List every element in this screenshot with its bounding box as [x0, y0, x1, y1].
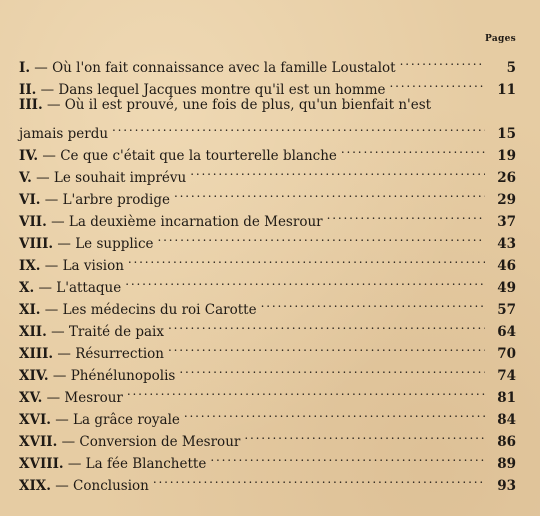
chapter-number: XIII. — [19, 346, 54, 362]
dot-leader — [158, 226, 485, 248]
toc-entry-title — [19, 167, 186, 189]
chapter-title: — Phénélunopolis — [48, 368, 176, 384]
page-number: 43 — [497, 236, 516, 252]
chapter-number: XI. — [19, 302, 41, 318]
page-number: 26 — [497, 170, 516, 186]
dot-leader — [168, 336, 485, 358]
dot-leader — [327, 204, 485, 226]
toc-entry-continuation — [19, 116, 516, 142]
chapter-title: — Mesrour — [42, 390, 123, 406]
chapter-title: — Dans lequel Jacques montre qu'il est un homme — [36, 82, 386, 98]
toc-entry-title — [19, 343, 164, 365]
dot-leader — [125, 270, 485, 292]
dot-leader — [244, 424, 485, 446]
table-of-contents — [19, 50, 516, 494]
dot-leader — [190, 160, 485, 182]
chapter-title: — Où il est prouvé, une fois de plus, qu'un bienfait n'est — [42, 97, 432, 113]
chapter-title: — Les médecins du roi Carotte — [40, 302, 257, 318]
page-number: 81 — [497, 390, 516, 406]
chapter-number: XII. — [19, 324, 47, 340]
page-number: 29 — [497, 192, 516, 208]
dot-leader — [168, 314, 485, 336]
toc-entry-title — [19, 387, 123, 409]
pages-column-header: Pages — [485, 34, 516, 44]
dot-leader — [390, 72, 485, 94]
chapter-number: XVII. — [19, 434, 58, 450]
toc-entry-title — [19, 189, 170, 211]
chapter-title: — Traité de paix — [46, 324, 164, 340]
dot-leader — [341, 138, 485, 160]
chapter-title: — La fée Blanchette — [63, 456, 207, 472]
page-number: 46 — [497, 258, 516, 274]
chapter-number: IX. — [19, 258, 41, 274]
toc-entry-title — [19, 475, 149, 497]
chapter-number: X. — [19, 280, 35, 296]
dot-leader — [261, 292, 485, 314]
page-number: 11 — [497, 82, 516, 98]
page-number: 15 — [497, 126, 516, 142]
dot-leader — [174, 182, 485, 204]
chapter-title: — La grâce royale — [50, 412, 180, 428]
toc-entry — [19, 94, 516, 116]
toc-entry — [19, 50, 516, 76]
dot-leader — [400, 50, 485, 72]
page-number: 37 — [497, 214, 516, 230]
dot-leader — [153, 468, 485, 490]
toc-entry-title — [19, 277, 121, 299]
chapter-title-continuation: jamais perdu — [19, 126, 109, 142]
page-number: 93 — [497, 478, 516, 494]
page-number: 64 — [497, 324, 516, 340]
dot-leader — [179, 358, 485, 380]
chapter-number: V. — [19, 170, 32, 186]
page-number: 84 — [497, 412, 516, 428]
chapter-title: — Conclusion — [50, 478, 149, 494]
chapter-number: VII. — [19, 214, 47, 230]
dot-leader — [210, 446, 485, 468]
page-number: 57 — [497, 302, 516, 318]
chapter-number: I. — [19, 60, 31, 76]
page-number: 5 — [506, 60, 516, 76]
chapter-title: — Le supplice — [53, 236, 154, 252]
chapter-title: — Conversion de Mesrour — [57, 434, 241, 450]
toc-entry-title — [19, 94, 431, 116]
chapter-number: II. — [19, 82, 37, 98]
toc-entry-title — [19, 57, 396, 79]
chapter-title: — Ce que c'était que la tourterelle blanche — [38, 148, 337, 164]
dot-leader — [127, 380, 485, 402]
page-number: 70 — [497, 346, 516, 362]
page-number: 49 — [497, 280, 516, 296]
chapter-number: IV. — [19, 148, 39, 164]
page-number: 74 — [497, 368, 516, 384]
chapter-number: VIII. — [19, 236, 54, 252]
toc-entry-title — [19, 431, 240, 453]
chapter-title: — Le souhait imprévu — [31, 170, 187, 186]
dot-leader — [128, 248, 485, 270]
page-number: 19 — [497, 148, 516, 164]
toc-entry-title — [19, 409, 180, 431]
chapter-number: XVIII. — [19, 456, 64, 472]
toc-entry-title — [19, 321, 164, 343]
page-number: 89 — [497, 456, 516, 472]
toc-entry-title — [19, 255, 124, 277]
dot-leader — [112, 116, 485, 138]
chapter-number: VI. — [19, 192, 41, 208]
chapter-title: — La deuxième incarnation de Mesrour — [46, 214, 323, 230]
page-number: 86 — [497, 434, 516, 450]
chapter-number: III. — [19, 97, 43, 113]
chapter-number: XIV. — [19, 368, 49, 384]
chapter-number: XV. — [19, 390, 43, 406]
chapter-title: — L'arbre prodige — [40, 192, 170, 208]
chapter-title: — Où l'on fait connaissance avec la famille Loustalot — [30, 60, 396, 76]
chapter-number: XVI. — [19, 412, 51, 428]
dot-leader — [184, 402, 485, 424]
chapter-title: — La vision — [40, 258, 124, 274]
chapter-title: — Résurrection — [53, 346, 165, 362]
chapter-number: XIX. — [19, 478, 51, 494]
chapter-title: — L'attaque — [34, 280, 122, 296]
